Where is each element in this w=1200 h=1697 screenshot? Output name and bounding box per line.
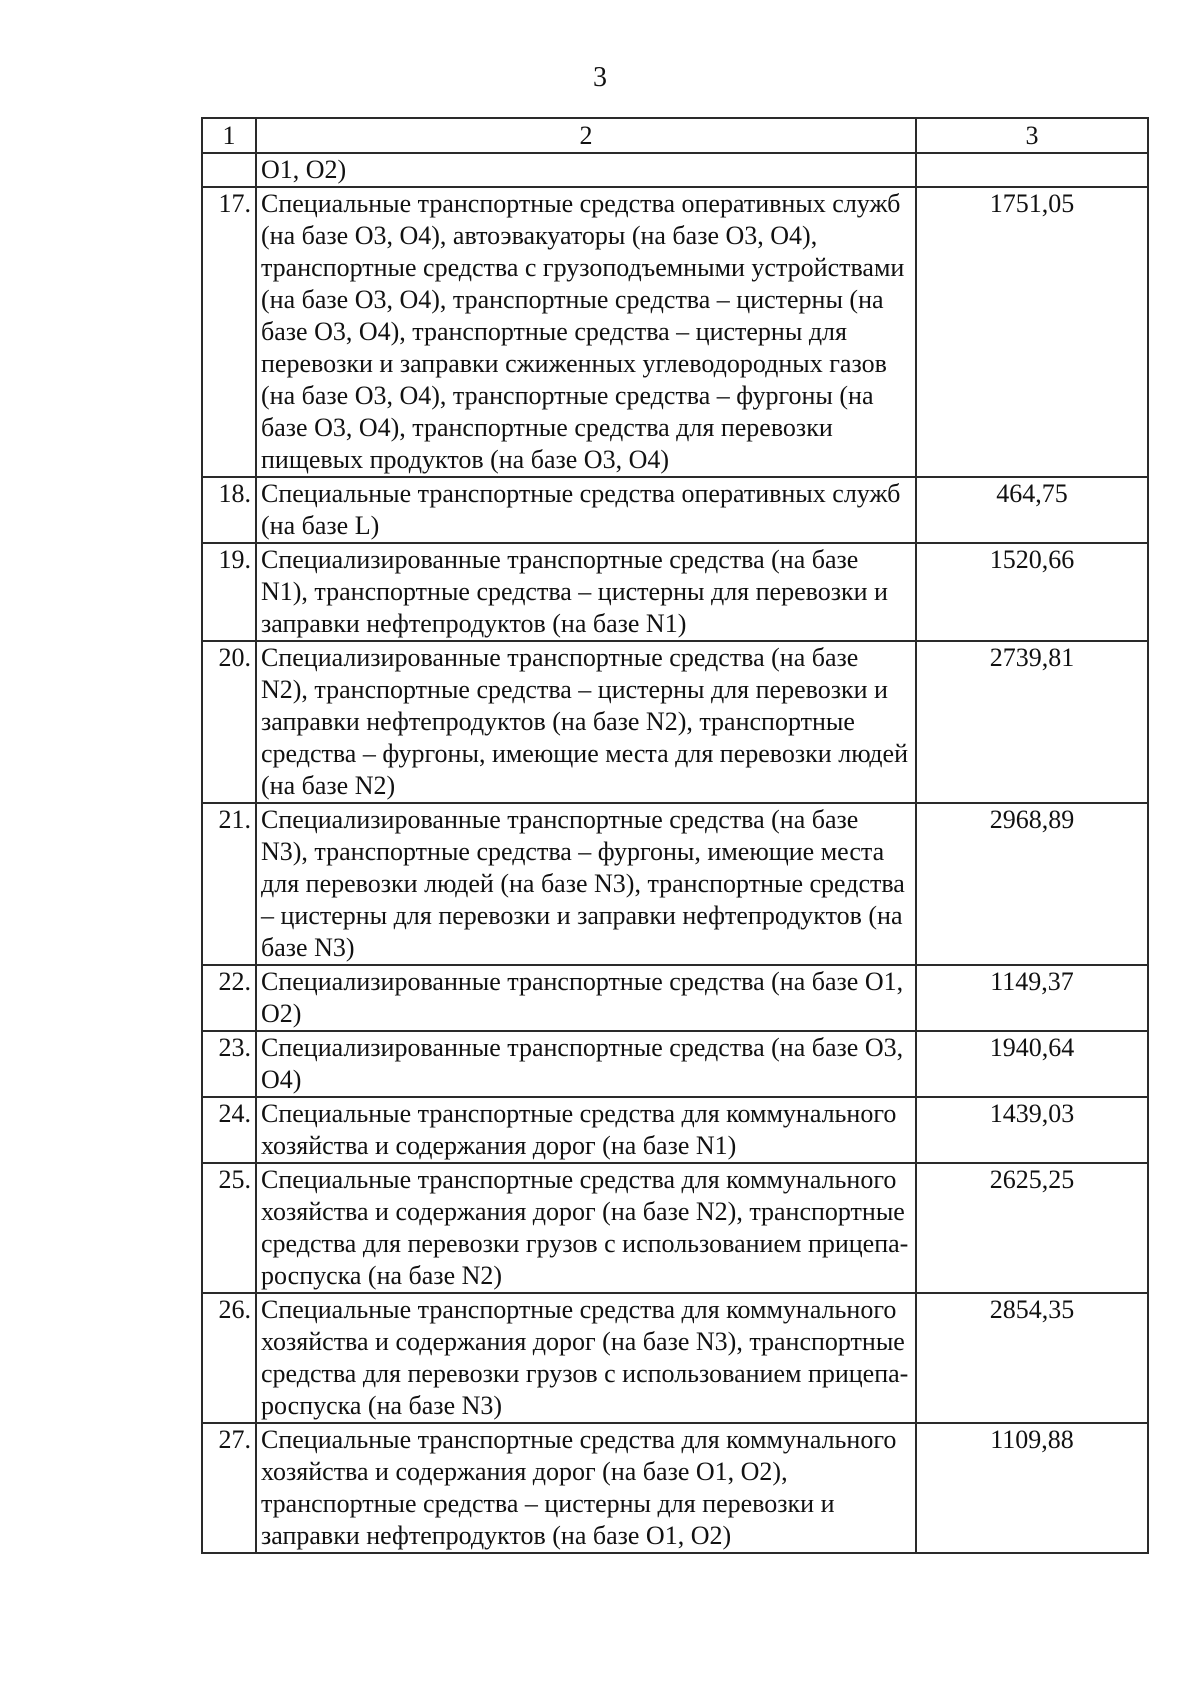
- row-description: Специализированные транспортные средства (на базе N1), транспортные средства – цистерны для перевозки и заправки нефтепродуктов (на базе N1): [256, 543, 916, 641]
- row-value: 1149,37: [916, 965, 1148, 1031]
- row-value: 2625,25: [916, 1163, 1148, 1293]
- row-number: 26.: [202, 1293, 256, 1423]
- row-value: 1439,03: [916, 1097, 1148, 1163]
- header-col-2: 2: [256, 118, 916, 153]
- row-value: 1940,64: [916, 1031, 1148, 1097]
- row-number: 27.: [202, 1423, 256, 1553]
- table-row: [202, 803, 1148, 965]
- row-description: О1, О2): [256, 153, 916, 187]
- row-value: 2854,35: [916, 1293, 1148, 1423]
- header-col-3: 3: [916, 118, 1148, 153]
- table-row: [202, 543, 1148, 641]
- header-col-1: 1: [202, 118, 256, 153]
- row-description: Специализированные транспортные средства (на базе О1, О2): [256, 965, 916, 1031]
- row-number: 17.: [202, 187, 256, 477]
- row-value: 1109,88: [916, 1423, 1148, 1553]
- row-description: Специальные транспортные средства для коммунального хозяйства и содержания дорог (на базе N1): [256, 1097, 916, 1163]
- row-description: Специальные транспортные средства оперативных служб (на базе L): [256, 477, 916, 543]
- row-number: 24.: [202, 1097, 256, 1163]
- row-number: 21.: [202, 803, 256, 965]
- row-number: 19.: [202, 543, 256, 641]
- row-number: 20.: [202, 641, 256, 803]
- row-description: Специальные транспортные средства для коммунального хозяйства и содержания дорог (на базе О1, О2), транспортные средства – цистерны для перевозки и заправки нефтепродуктов (на базе О1, О2): [256, 1423, 916, 1553]
- table-row: [202, 1293, 1148, 1423]
- row-value: 1520,66: [916, 543, 1148, 641]
- table-body: [202, 153, 1148, 1553]
- tariff-table: [201, 117, 1149, 1554]
- table-row: [202, 153, 1148, 187]
- row-value: 464,75: [916, 477, 1148, 543]
- row-description: Специальные транспортные средства для коммунального хозяйства и содержания дорог (на базе N2), транспортные средства для перевозки грузов с использованием прицепа-роспуска (на базе N2): [256, 1163, 916, 1293]
- table-row: [202, 477, 1148, 543]
- row-value: 2968,89: [916, 803, 1148, 965]
- row-number: 25.: [202, 1163, 256, 1293]
- row-number: 18.: [202, 477, 256, 543]
- row-description: Специальные транспортные средства оперативных служб (на базе О3, О4), автоэвакуаторы (на базе О3, О4), транспортные средства с грузоподъемными устройствами (на базе О3, О4), транспортные средства – цистерны (на базе О3, О4), транспортные средства – цистерны для перевозки и заправки сжиженных углеводородных газов (на базе О3, О4), транспортные средства – фургоны (на базе О3, О4), транспортные средства для перевозки пищевых продуктов (на базе О3, О4): [256, 187, 916, 477]
- table-header-row: [202, 118, 1148, 153]
- table-row: [202, 1163, 1148, 1293]
- row-description: Специализированные транспортные средства (на базе О3, О4): [256, 1031, 916, 1097]
- table-row: [202, 1031, 1148, 1097]
- row-number: [202, 153, 256, 187]
- page-number: 3: [593, 62, 607, 93]
- row-number: 22.: [202, 965, 256, 1031]
- row-description: Специальные транспортные средства для коммунального хозяйства и содержания дорог (на базе N3), транспортные средства для перевозки грузов с использованием прицепа-роспуска (на базе N3): [256, 1293, 916, 1423]
- row-description: Специализированные транспортные средства (на базе N2), транспортные средства – цистерны для перевозки и заправки нефтепродуктов (на базе N2), транспортные средства – фургоны, имеющие места для перевозки людей (на базе N2): [256, 641, 916, 803]
- row-number: 23.: [202, 1031, 256, 1097]
- table-row: [202, 1423, 1148, 1553]
- row-description: Специализированные транспортные средства (на базе N3), транспортные средства – фургоны, имеющие места для перевозки людей (на базе N3), транспортные средства – цистерны для перевозки и заправки нефтепродуктов (на базе N3): [256, 803, 916, 965]
- row-value: [916, 153, 1148, 187]
- table-row: [202, 641, 1148, 803]
- table-row: [202, 187, 1148, 477]
- table-header: [202, 118, 1148, 153]
- row-value: 1751,05: [916, 187, 1148, 477]
- table-row: [202, 965, 1148, 1031]
- row-value: 2739,81: [916, 641, 1148, 803]
- table-row: [202, 1097, 1148, 1163]
